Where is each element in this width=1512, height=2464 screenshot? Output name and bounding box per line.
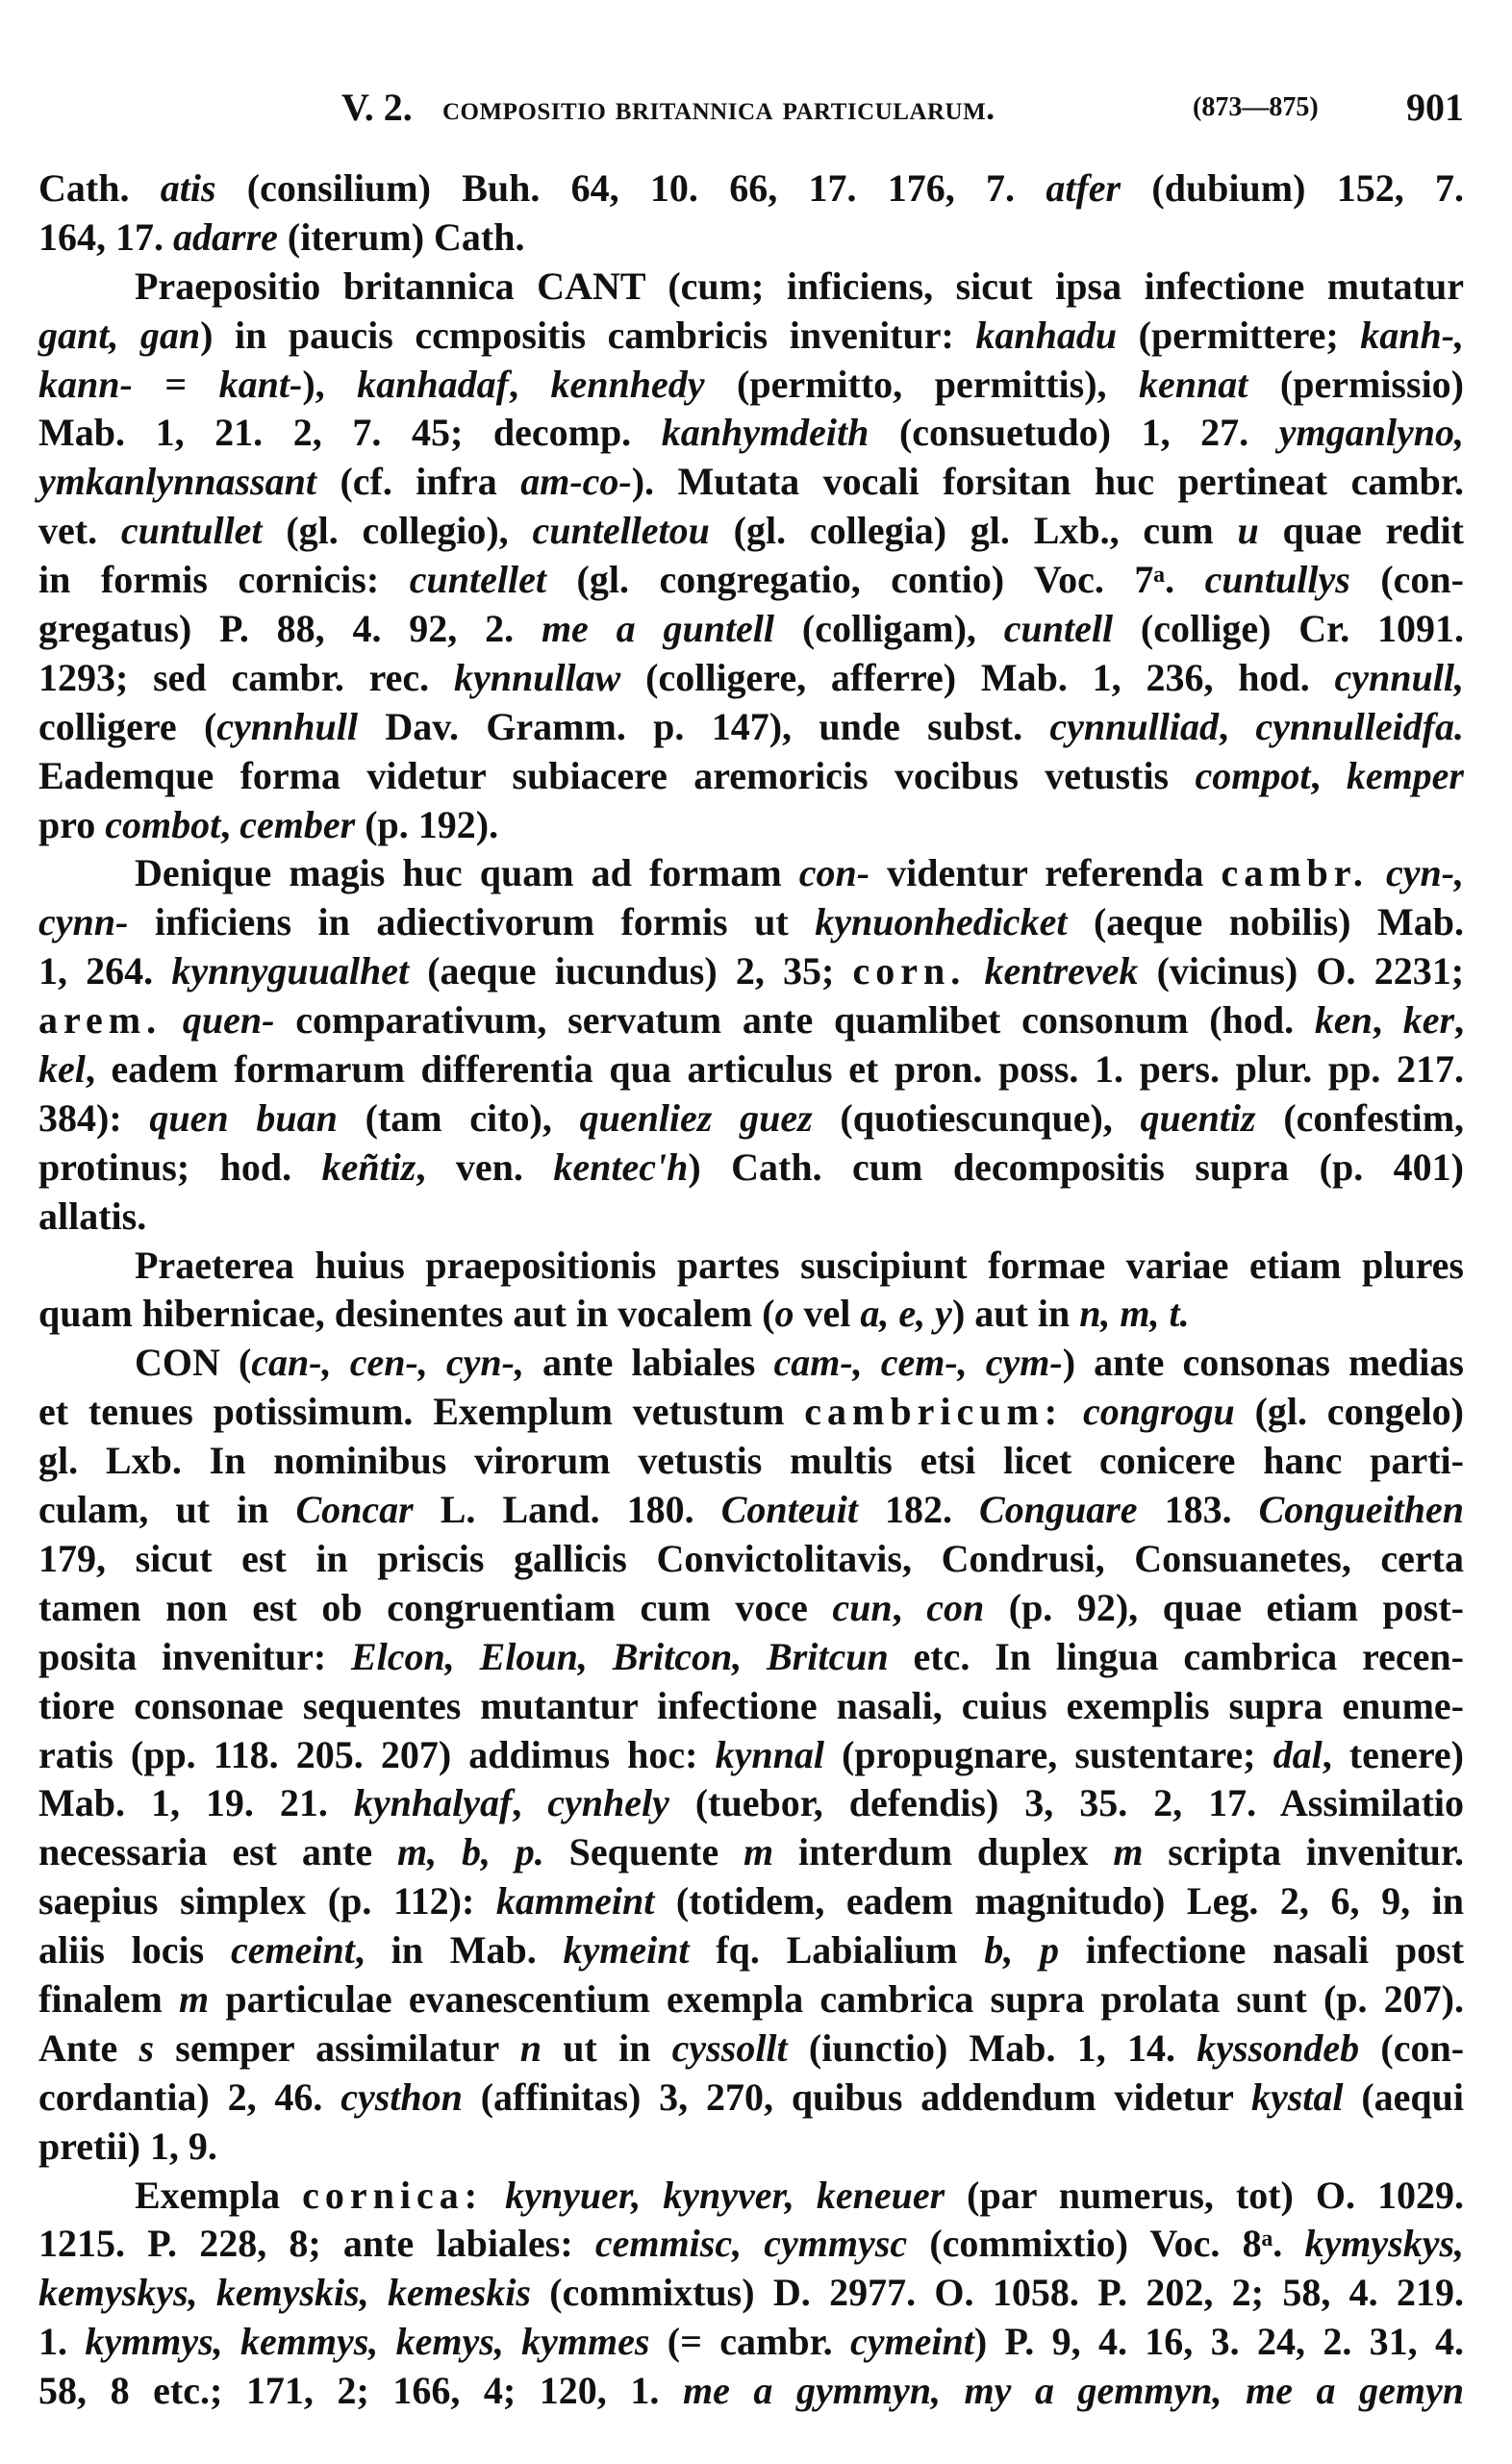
text-line	[38, 996, 1464, 1045]
italic-term: quen buan	[149, 1095, 338, 1140]
text-run: Dav. Gramm. p. 147), unde subst.	[358, 704, 1050, 748]
italic-term: cyssollt	[671, 2025, 788, 2070]
text-run: ,	[1372, 998, 1403, 1043]
italic-term: kynnal	[715, 1732, 824, 1776]
italic-term: kystal	[1250, 2074, 1344, 2119]
text-line	[38, 556, 1464, 605]
text-line	[38, 361, 1464, 410]
italic-term: cynn-	[38, 900, 129, 944]
text-run: (gl. congregatio, contio) Voc. 7ᵃ.	[545, 558, 1205, 602]
text-run	[483, 2174, 505, 2217]
italic-term: kentrevek	[984, 949, 1139, 993]
text-run: (permissio)	[1247, 362, 1464, 406]
text-run: 1, 264.	[38, 949, 172, 993]
text-run: (con-	[1349, 558, 1464, 602]
text-run: ) ante consonas medias	[1062, 1341, 1464, 1385]
text-line	[38, 2367, 1464, 2416]
text-run: , tenere)	[1322, 1732, 1464, 1776]
text-run: (totidem, eadem magnitudo) Leg. 2, 6, 9, in	[654, 1879, 1465, 1923]
text-run: quam hibernicae, desinentes aut in vocalem (	[38, 1292, 775, 1336]
text-run: Praeterea huius praepositionis partes suscipiunt formae variae etiam plures	[135, 1243, 1464, 1287]
text-run: ,	[892, 1585, 927, 1629]
spaced-language-label: cambr.	[1221, 851, 1369, 895]
text-line	[38, 703, 1464, 752]
text-line	[38, 654, 1464, 703]
text-run: CON (	[135, 1341, 252, 1385]
italic-term: kanh-,	[1360, 313, 1465, 357]
text-run: tamen non est ob congruentiam cum voce	[38, 1585, 833, 1629]
text-line	[38, 1926, 1464, 1975]
text-run: (propugnare, sustentare;	[823, 1732, 1273, 1776]
text-run: (collige) Cr. 1091.	[1113, 607, 1465, 651]
text-line	[38, 1437, 1464, 1486]
italic-term: kymyskys,	[1304, 2222, 1465, 2266]
italic-term: Conteuit	[720, 1488, 858, 1532]
text-run: inficiens in adiectivorum formis ut	[128, 900, 816, 944]
text-run: ,	[1219, 704, 1256, 748]
italic-term: adarre	[173, 214, 278, 259]
text-line	[38, 1633, 1464, 1682]
italic-term: cynnull,	[1334, 655, 1465, 699]
text-run: (permitto, permittis),	[704, 362, 1140, 406]
text-line	[38, 2220, 1464, 2269]
text-run: finalem	[38, 1976, 180, 2021]
text-run: (tam cito),	[337, 1095, 580, 1140]
text-run: protinus; hod.	[38, 1144, 322, 1189]
text-run: (tuebor, defendis) 3, 35. 2, 17. Assimilatio	[668, 1781, 1464, 1825]
text-run: infectione nasali post	[1058, 1928, 1465, 1973]
text-run	[1369, 851, 1386, 894]
text-line	[38, 164, 1464, 214]
text-run: quae redit	[1258, 509, 1464, 553]
text-line	[38, 1290, 1464, 1339]
text-run: culam, ut in	[38, 1488, 296, 1532]
text-run: ,	[512, 1781, 548, 1825]
text-line	[38, 2318, 1464, 2367]
italic-term: am-co-	[520, 460, 632, 504]
text-run: , in Mab.	[354, 1928, 564, 1973]
text-run: ) aut in	[951, 1292, 1080, 1336]
text-run: in formis cornicis:	[38, 558, 410, 602]
italic-term: con	[926, 1585, 985, 1629]
text-run: et tenues potissimum. Exemplum vetustum	[38, 1390, 805, 1434]
italic-term: quenliez guez	[579, 1095, 813, 1140]
header-volume: V. 2.	[341, 86, 413, 129]
text-run: Sequente	[543, 1830, 744, 1874]
italic-term: cuntullet	[120, 509, 263, 553]
text-run: 1.	[38, 2320, 86, 2364]
italic-term: ymganlyno,	[1278, 411, 1464, 455]
italic-term: ymkanlynnassant	[38, 460, 316, 504]
text-run: Cath.	[38, 166, 161, 210]
text-line	[38, 1584, 1464, 1633]
text-run: (par numerus, tot) O. 1029.	[945, 2173, 1465, 2217]
text-run: aliis locis	[38, 1928, 231, 1973]
text-run: (iunctio) Mab. 1, 14.	[787, 2025, 1197, 2070]
text-run: ),	[302, 362, 358, 406]
italic-term: cuntelletou	[532, 509, 710, 553]
text-run: (gl. collegio),	[262, 509, 533, 553]
text-run: 182.	[857, 1488, 980, 1532]
text-line	[38, 2074, 1464, 2123]
text-run: allatis.	[38, 1194, 147, 1238]
text-run: ) Cath. cum decompositis supra (p. 401)	[688, 1144, 1465, 1189]
text-run: (colligam),	[774, 607, 1004, 651]
text-run: tiore consonae sequentes mutantur infectione nasali, cuius exemplis supra enume-	[38, 1683, 1464, 1727]
italic-term: m	[1113, 1830, 1144, 1874]
text-run: Ante	[38, 2025, 139, 2070]
text-run: =	[132, 362, 219, 406]
text-run: (aeque nobilis) Mab.	[1067, 900, 1464, 944]
italic-term: a, e, y	[860, 1292, 952, 1336]
text-run: 58, 8 etc.; 171, 2; 166, 4; 120, 1.	[38, 2369, 683, 2413]
text-run: comparativum, servatum ante quamlibet consonum (hod.	[274, 998, 1315, 1043]
text-run	[162, 998, 183, 1042]
text-line	[38, 458, 1464, 507]
text-run: (colligere, afferre) Mab. 1, 236, hod.	[620, 655, 1335, 699]
italic-term: kann-	[38, 362, 133, 406]
italic-term: cynnhull	[216, 704, 358, 748]
text-line	[38, 849, 1464, 898]
text-run: necessaria est ante	[38, 1830, 397, 1874]
text-run: , ven.	[416, 1144, 554, 1189]
text-run: saepius simplex (p. 112):	[38, 1879, 496, 1923]
text-line	[38, 2123, 1464, 2172]
italic-term: m, b, p.	[397, 1830, 544, 1874]
italic-term: cysthon	[340, 2074, 463, 2119]
text-run: 384):	[38, 1095, 150, 1140]
italic-term: kennat	[1139, 362, 1248, 406]
italic-term: con-	[798, 851, 870, 895]
italic-term: cymeint	[850, 2320, 974, 2364]
text-line	[38, 1045, 1464, 1094]
italic-term: kanhadaf	[357, 362, 509, 406]
text-run: colligere (	[38, 704, 217, 748]
italic-term: quen-	[182, 998, 275, 1043]
text-run: (aeque iucundus) 2, 35;	[409, 949, 853, 993]
text-run: gregatus) P. 88, 4. 92, 2.	[38, 607, 542, 651]
italic-term: cynhely	[547, 1781, 669, 1825]
italic-term: kynyuer, kynyver, keneuer	[505, 2173, 945, 2217]
text-line	[38, 1144, 1464, 1193]
text-run: (p. 192).	[355, 802, 499, 846]
text-run: ) in paucis ccmpositis cambricis invenitur:	[200, 313, 976, 357]
italic-term: ker	[1402, 998, 1455, 1043]
text-run: vel	[794, 1292, 861, 1336]
text-run: (gl. congelo)	[1234, 1390, 1464, 1434]
text-run: Mab. 1, 19. 21.	[38, 1781, 354, 1825]
italic-term: me a guntell	[541, 607, 775, 651]
text-run: Exempla	[135, 2173, 303, 2217]
text-run	[1063, 1390, 1083, 1433]
italic-term: Concar	[295, 1488, 414, 1532]
italic-term: kentec'h	[553, 1144, 689, 1189]
text-run: (p. 92), quae etiam post-	[984, 1585, 1465, 1629]
spaced-language-label: corn.	[852, 949, 967, 993]
header-title: compositio britannica particularum.	[442, 88, 995, 127]
text-line	[38, 263, 1464, 312]
text-run: 1293; sed cambr. rec.	[38, 655, 454, 699]
italic-term: m	[179, 1976, 210, 2021]
text-line	[38, 1975, 1464, 2024]
text-run: ). Mutata vocali forsitan huc pertineat cambr.	[631, 460, 1464, 504]
italic-term: kanhymdeith	[661, 411, 869, 455]
italic-term: cuntullys	[1204, 558, 1350, 602]
text-line	[38, 1339, 1464, 1388]
text-line	[38, 214, 1464, 263]
text-run: etc. In lingua cambrica recen-	[888, 1634, 1464, 1678]
text-line	[38, 947, 1464, 996]
text-line	[38, 605, 1464, 654]
text-run: (quotiescunque),	[812, 1095, 1141, 1140]
text-run: (consuetudo) 1, 27.	[869, 411, 1279, 455]
text-run: semper assimilatur	[154, 2025, 520, 2070]
text-run: (confestim,	[1255, 1095, 1465, 1140]
italic-term: m	[743, 1830, 774, 1874]
italic-term: Elcon, Eloun, Britcon, Britcun	[351, 1634, 889, 1678]
text-run: ) P. 9, 4. 16, 3. 24, 2. 31, 4.	[973, 2320, 1464, 2364]
text-run: fq. Labialium	[689, 1928, 985, 1973]
text-line	[38, 1779, 1464, 1828]
text-run: (affinitas) 3, 270, quibus addendum videtur	[462, 2074, 1251, 2119]
text-run: ut in	[542, 2025, 672, 2070]
text-run: (con-	[1359, 2025, 1465, 2070]
text-run: (cf. infra	[315, 460, 521, 504]
text-run	[966, 949, 984, 993]
text-run: (vicinus) O. 2231;	[1138, 949, 1465, 993]
italic-term: atfer	[1046, 166, 1121, 210]
text-run: (dubium) 152, 7.	[1121, 166, 1464, 210]
text-run: Praepositio britannica CANT (cum; inficiens, sicut ipsa infectione mutatur	[135, 264, 1464, 308]
text-run: interdum duplex	[773, 1830, 1114, 1874]
italic-term: can-, cen-, cyn-,	[251, 1341, 524, 1385]
text-run: ,	[1310, 753, 1347, 797]
italic-term: compot	[1195, 753, 1311, 797]
italic-term: s	[139, 2025, 155, 2070]
italic-term: cynnulleidfa.	[1255, 704, 1465, 748]
spaced-language-label: cambricum:	[804, 1390, 1064, 1434]
text-run: posita invenitur:	[38, 1634, 351, 1678]
italic-term: kanhadu	[975, 313, 1118, 357]
text-run: (commixtio) Voc. 8ᵃ.	[907, 2222, 1305, 2266]
italic-term: cam-, cem-, cym-	[773, 1341, 1063, 1385]
text-line	[38, 801, 1464, 850]
italic-term: kymmys, kemmys, kemys, kymmes	[85, 2320, 650, 2364]
italic-term: u	[1237, 509, 1259, 553]
italic-term: kel	[38, 1047, 86, 1092]
text-run: pretii) 1, 9.	[38, 2124, 217, 2168]
text-line	[38, 752, 1464, 801]
italic-term: kemper	[1346, 753, 1464, 797]
italic-term: kynuonhedicket	[815, 900, 1068, 944]
italic-term: Congueithen	[1258, 1488, 1465, 1532]
italic-term: congrogu	[1082, 1390, 1235, 1434]
header-section-range: (873—875)	[1193, 92, 1319, 122]
text-run: (permittere;	[1117, 313, 1361, 357]
text-line	[38, 507, 1464, 556]
italic-term: kennhedy	[550, 362, 705, 406]
text-run: (gl. collegia) gl. Lxb., cum	[709, 509, 1238, 553]
text-run: (commixtus) D. 2977. O. 1058. P. 202, 2; 58, 4. 219.	[530, 2271, 1464, 2315]
text-run: gl. Lxb. In nominibus virorum vetustis multis etsi licet conicere hanc parti-	[38, 1439, 1464, 1483]
text-run: (iterum) Cath.	[277, 214, 525, 259]
text-run: 164, 17.	[38, 214, 173, 259]
italic-term: cyn-,	[1385, 851, 1465, 895]
text-line	[38, 2269, 1464, 2318]
text-line	[38, 312, 1464, 361]
italic-term: cemmisc, cymmysc	[594, 2222, 908, 2266]
text-run: 1215. P. 228, 8; ante labiales:	[38, 2222, 595, 2266]
spaced-language-label: cornica:	[302, 2173, 484, 2217]
italic-term: kymeint	[563, 1928, 690, 1973]
text-line	[38, 1242, 1464, 1291]
italic-term: cuntellet	[409, 558, 546, 602]
text-run: ,	[508, 362, 551, 406]
text-run: Eademque forma videtur subiacere aremoricis vocibus vetustis	[38, 753, 1196, 797]
text-line	[38, 1682, 1464, 1731]
text-run: Mab. 1, 21. 2, 7. 45; decomp.	[38, 411, 662, 455]
text-run: ante labiales	[523, 1341, 774, 1385]
text-line	[38, 898, 1464, 947]
italic-term: cynnulliad	[1049, 704, 1220, 748]
text-line	[38, 1731, 1464, 1780]
text-run: pro	[38, 802, 106, 846]
spaced-language-label: arem.	[38, 998, 163, 1043]
text-run: cordantia) 2, 46.	[38, 2074, 341, 2119]
italic-term: kammeint	[495, 1879, 655, 1923]
text-line	[38, 1877, 1464, 1926]
text-run: particulae evanescentium exempla cambrica supra prolata sunt (p. 207).	[209, 1976, 1464, 2021]
italic-term: Conguare	[979, 1488, 1138, 1532]
text-line	[38, 2024, 1464, 2074]
italic-term: cuntell	[1003, 607, 1114, 651]
text-run: (= cambr.	[649, 2320, 850, 2364]
italic-term: cun	[832, 1585, 893, 1629]
text-line	[38, 1486, 1464, 1535]
italic-term: atis	[160, 166, 216, 210]
italic-term: o	[774, 1292, 794, 1336]
text-run: ,	[1454, 998, 1465, 1043]
italic-term: keñtiz	[321, 1144, 416, 1189]
italic-term: combot	[105, 802, 221, 846]
text-run: (aequi	[1343, 2074, 1464, 2119]
italic-term: kyssondeb	[1197, 2025, 1360, 2070]
page-number: 901	[1406, 86, 1464, 129]
text-run: 183.	[1137, 1488, 1259, 1532]
text-run: Denique magis huc quam ad formam	[135, 851, 799, 895]
text-run: ratis (pp. 118. 205. 207) addimus hoc:	[38, 1732, 716, 1776]
italic-term: cemeint	[230, 1928, 355, 1973]
italic-term: kynhalyaf	[353, 1781, 513, 1825]
text-run: (consilium) Buh. 64, 10. 66, 17. 176, 7.	[215, 166, 1046, 210]
text-line	[38, 1535, 1464, 1584]
text-run: , eadem formarum differentia qua articulus et pron. poss. 1. pers. plur. pp. 217.	[85, 1047, 1464, 1092]
italic-term: dal	[1273, 1732, 1323, 1776]
italic-term: quentiz	[1140, 1095, 1256, 1140]
text-line	[38, 1094, 1464, 1144]
text-line	[38, 409, 1464, 458]
italic-term: cember	[239, 802, 356, 846]
italic-term: n, m, t.	[1079, 1292, 1190, 1336]
italic-term: b, p	[984, 1928, 1059, 1973]
italic-term: ken	[1314, 998, 1373, 1043]
text-run: 179, sicut est in priscis gallicis Convictolitavis, Condrusi, Consuanetes, certa	[38, 1536, 1464, 1580]
italic-term: kynnyguualhet	[171, 949, 410, 993]
text-line	[38, 1828, 1464, 1877]
running-header	[337, 83, 1464, 133]
italic-term: gant, gan	[38, 313, 201, 357]
italic-term: n	[519, 2025, 542, 2070]
italic-term: kynnullaw	[453, 655, 621, 699]
text-line	[38, 1388, 1464, 1437]
text-run: ,	[220, 802, 240, 846]
italic-term: kemyskys, kemyskis, kemeskis	[38, 2271, 531, 2315]
italic-term: kant-	[218, 362, 303, 406]
text-run: L. Land. 180.	[413, 1488, 721, 1532]
italic-term: me a gymmyn, my a gemmyn, me a gemyn	[682, 2369, 1464, 2413]
text-line	[38, 2172, 1464, 2221]
text-run: vet.	[38, 509, 121, 553]
body-text	[38, 164, 1464, 2416]
text-run: scripta invenitur.	[1143, 1830, 1464, 1874]
text-line	[38, 1193, 1464, 1242]
text-run: videntur referenda	[869, 851, 1222, 895]
